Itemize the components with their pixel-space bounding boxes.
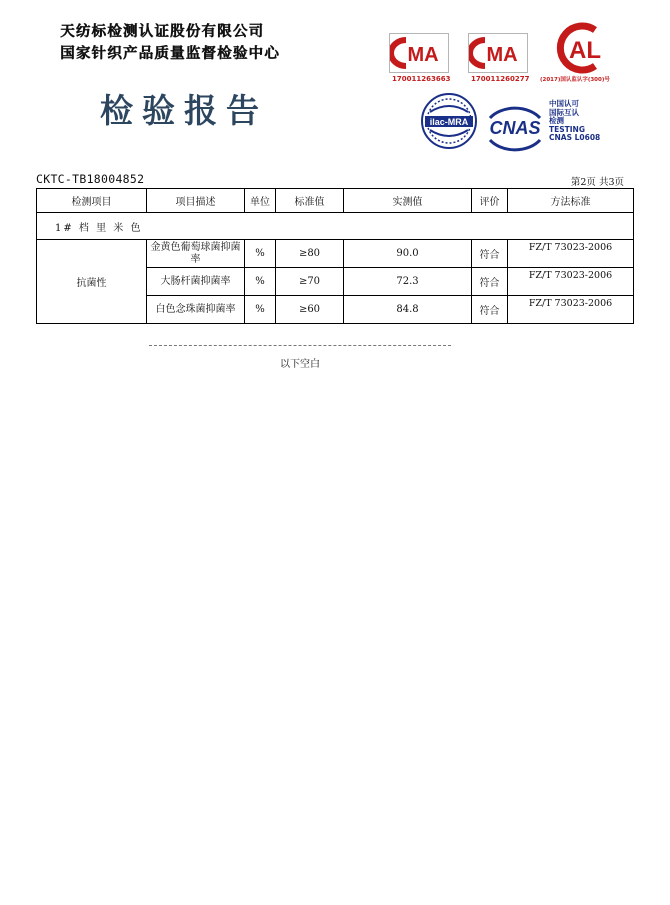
ma-label: MA xyxy=(407,44,439,66)
group-label: 抗菌性 xyxy=(37,240,147,324)
cnas-text-line: 国际互认 xyxy=(549,107,579,117)
report-number: CKTC-TB18004852 xyxy=(36,172,145,186)
table-header-row xyxy=(37,189,634,213)
row-unit: % xyxy=(245,268,276,296)
results-table xyxy=(36,188,634,324)
header-evaluation: 评价 xyxy=(472,189,508,213)
row-unit: % xyxy=(245,296,276,324)
row-measured: 90.0 xyxy=(344,240,472,268)
company-name: 天纺标检测认证股份有限公司 xyxy=(60,24,265,40)
row-method: FZ/T 73023-2006 xyxy=(508,240,634,268)
row-measured: 84.8 xyxy=(344,296,472,324)
ilac-label: ilac-MRA xyxy=(429,117,469,127)
sample-label: 1# 档 里 米 色 xyxy=(37,213,634,240)
report-title: 检验报告 xyxy=(100,91,268,130)
row-unit: % xyxy=(245,240,276,268)
row-evaluation: 符合 xyxy=(472,268,508,296)
cnas-logo xyxy=(484,104,546,156)
center-name: 国家针织产品质量监督检验中心 xyxy=(60,46,280,62)
row-standard: ≥80 xyxy=(276,240,344,268)
ma-label: MA xyxy=(486,44,518,66)
blank-note: 以下空白 xyxy=(280,359,320,370)
blank-divider xyxy=(149,345,451,346)
header-standard: 标准值 xyxy=(276,189,344,213)
table-row xyxy=(37,240,634,268)
cnas-text-line: TESTING xyxy=(549,124,585,134)
row-standard: ≥60 xyxy=(276,296,344,324)
row-method: FZ/T 73023-2006 xyxy=(508,296,634,324)
cnas-text-line: CNAS L0608 xyxy=(549,133,601,142)
cma-logo-1 xyxy=(389,33,449,73)
sample-row xyxy=(37,213,634,240)
cnas-text-line: 中国认可 xyxy=(549,99,579,108)
cal-logo xyxy=(553,22,613,78)
row-description: 大肠杆菌抑菌率 xyxy=(147,268,245,296)
cnas-label: CNAS xyxy=(489,118,541,138)
cnas-text-line: 检测 xyxy=(549,116,564,125)
cma-logo-2 xyxy=(468,33,528,73)
header-measured: 实测值 xyxy=(344,189,472,213)
cal-label: AL xyxy=(569,37,601,64)
row-standard: ≥70 xyxy=(276,268,344,296)
header-method: 方法标准 xyxy=(508,189,634,213)
row-evaluation: 符合 xyxy=(472,296,508,324)
header-description: 项目描述 xyxy=(147,189,245,213)
ma2-number: 170011260277 xyxy=(471,75,530,83)
row-measured: 72.3 xyxy=(344,268,472,296)
row-method: FZ/T 73023-2006 xyxy=(508,268,634,296)
row-evaluation: 符合 xyxy=(472,240,508,268)
row-description: 白色念珠菌抑菌率 xyxy=(147,296,245,324)
ilac-mra-logo xyxy=(420,90,478,156)
cal-cert-text: (2017)国认监认字(300)号 xyxy=(540,77,610,83)
cnas-text xyxy=(549,100,600,143)
page-info: 第2页 共3页 xyxy=(570,177,624,188)
header-unit: 单位 xyxy=(245,189,276,213)
row-description: 金黄色葡萄球菌抑菌率 xyxy=(147,240,245,268)
header-test-item: 检测项目 xyxy=(37,189,147,213)
ma1-number: 170011263663 xyxy=(392,75,451,83)
